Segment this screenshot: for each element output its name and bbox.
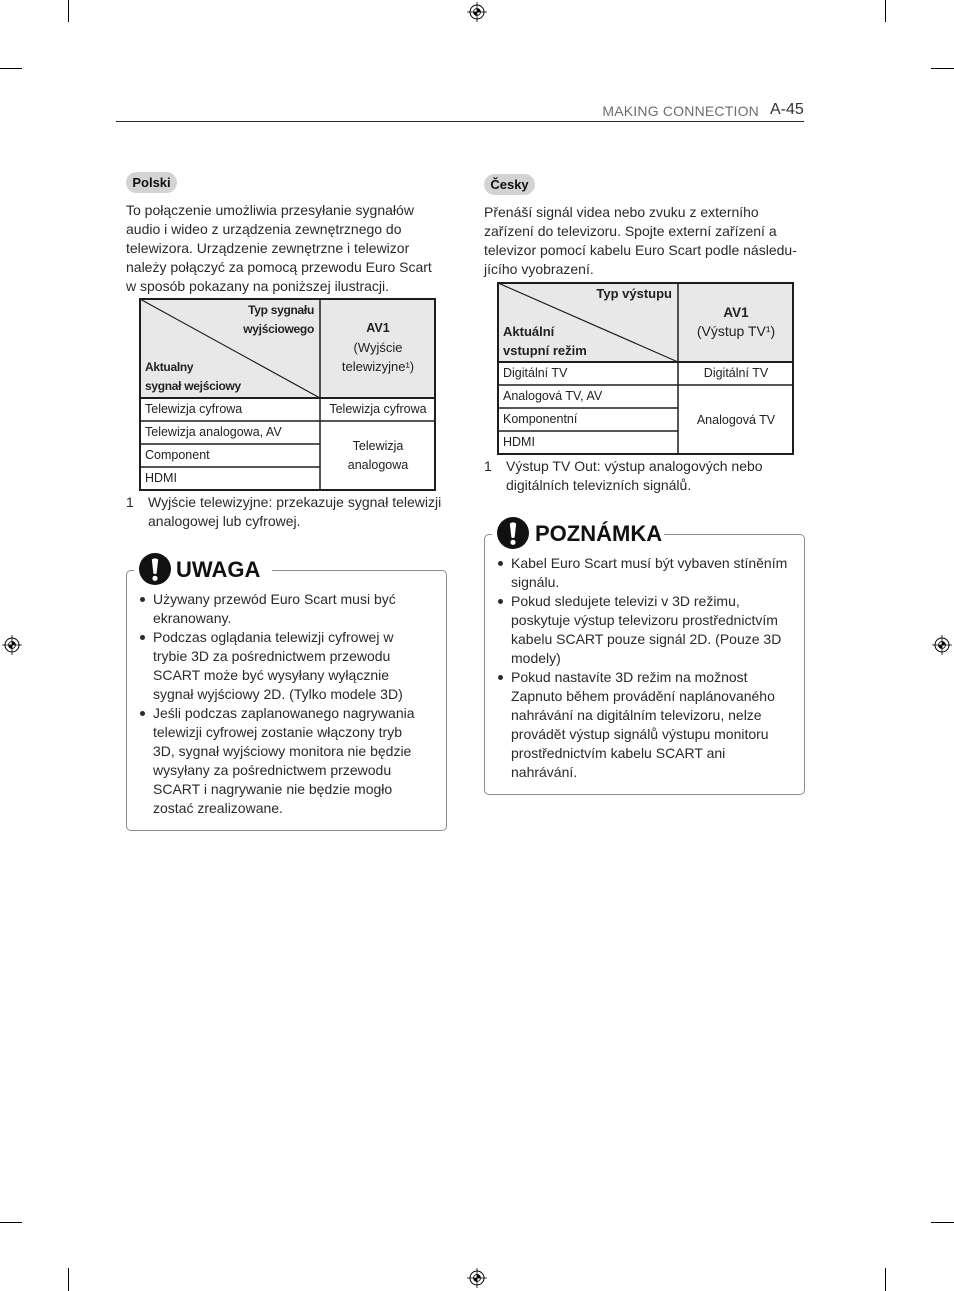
table-row-label: Analogová TV, AV	[503, 389, 603, 403]
table-column-header	[320, 319, 436, 376]
page-number: A-45	[770, 101, 804, 118]
table-corner-input-label: Aktuální vstupní režim	[503, 324, 587, 358]
registration-mark-icon	[0, 633, 24, 657]
table-output-cell: Telewizja cyfrowa	[329, 402, 427, 416]
footnote-text: Wyjście telewizyjne: przekazuje sygnał telewizji analogowej lub cyfrowej.	[148, 494, 442, 529]
crop-mark-bottom-right-horizontal	[931, 1222, 954, 1223]
crop-mark-top-left-horizontal	[0, 68, 22, 69]
table-row-label: Komponentní	[503, 412, 578, 426]
column-header-note: (Wyjście telewizyjne¹)	[341, 340, 415, 374]
intro-paragraph-polski: To połączenie umożliwia przesyłanie sygnałów audio i wideo z urządzenia zewnętrznego do telewizora. Urządzenie zewnętrzne i telewizor należy połączyć za pomocą przewodu Euro Scart w sposób pokazany na poniższej ilustracji.	[126, 202, 432, 294]
crop-mark-top-right-horizontal	[931, 68, 954, 69]
list-item: Pokud sledujete televizi v 3D režimu, poskytuje výstup televizoru prostřednictvím kabelu SCART pouze signál 2D. (Pouze 3D modely)	[497, 592, 797, 668]
registration-mark-icon	[465, 1266, 489, 1290]
list-item: Pokud nastavíte 3D režim na možnost Zapnuto během provádění naplánovaného nahrávání na digitálním televizoru, nelze provádět výstup signálů výstupu monitoru prostřednictvím kabelu SCART ani nahrávání.	[497, 668, 797, 782]
table-row-label: Digitální TV	[503, 366, 568, 380]
exclamation-icon	[497, 517, 529, 549]
footnote-marker: 1	[484, 458, 492, 474]
table-row-label: HDMI	[145, 471, 177, 485]
crop-mark-bottom-right-vertical	[885, 1268, 886, 1291]
table-column-header	[678, 303, 794, 341]
language-badge-polski: Polski	[126, 172, 177, 193]
signal-table-polski	[139, 298, 436, 491]
caution-list	[139, 590, 439, 818]
list-item: Podczas oglądania telewizji cyfrowej w trybie 3D za pośrednictwem przewodu SCART może być wysyłany wyłącznie sygnał wyjściowy 2D. (Tylko modele 3D)	[139, 628, 439, 704]
signal-table-cesky	[497, 282, 794, 455]
exclamation-icon	[139, 553, 171, 585]
intro-paragraph-cesky: Přenáší signál videa nebo zvuku z externího zařízení do televizoru. Spojte externí zařízení a televizor pomocí kabelu Euro Scart podle následu- jícího vyobrazení.	[484, 204, 797, 277]
column-header-title: AV1	[723, 305, 749, 320]
column-header-note: (Výstup TV¹)	[696, 323, 776, 339]
table-row-label: HDMI	[503, 435, 535, 449]
crop-mark-top-right-vertical	[885, 0, 886, 22]
footnote-text: Výstup TV Out: výstup analogových nebo digitálních televizních signálů.	[506, 458, 763, 493]
table-row-label: Telewizja analogowa, AV	[145, 425, 282, 439]
header-rule	[116, 121, 804, 122]
registration-mark-icon	[930, 633, 954, 657]
caution-heading	[134, 552, 272, 588]
registration-mark-icon	[465, 0, 489, 24]
table-output-cell-merged: Analogová TV	[696, 412, 776, 427]
footnote-marker: 1	[126, 494, 134, 510]
list-item: Kabel Euro Scart musí být vybaven stíněním signálu.	[497, 554, 797, 592]
table-output-cell-merged: Telewizja analogowa	[347, 439, 409, 472]
crop-mark-bottom-left-horizontal	[0, 1222, 22, 1223]
table-corner-output-label: Typ sygnału wyjściowego	[243, 303, 314, 336]
note-heading	[492, 516, 664, 552]
note-list	[497, 554, 797, 782]
column-header-title: AV1	[366, 321, 390, 335]
table-row-label: Telewizja cyfrowa	[145, 402, 243, 416]
language-badge-cesky: Česky	[484, 174, 535, 195]
note-title: POZNÁMKA	[535, 521, 663, 546]
table-corner-output-label: Typ výstupu	[596, 286, 672, 301]
crop-mark-bottom-left-vertical	[68, 1268, 69, 1291]
table-row-label: Component	[145, 448, 210, 462]
crop-mark-top-left-vertical	[68, 0, 69, 22]
table-corner-input-label: Aktualny sygnał wejściowy	[145, 360, 241, 393]
table-output-cell: Digitální TV	[703, 366, 769, 380]
caution-title: UWAGA	[176, 557, 261, 582]
running-header-section: MAKING CONNECTION	[602, 103, 759, 119]
list-item: Jeśli podczas zaplanowanego nagrywania telewizji cyfrowej zostanie włączony tryb 3D, sygnał wyjściowy monitora nie będzie wysyłany za pośrednictwem przewodu SCART i nagrywanie nie będzie mogło zostać zrealizowane.	[139, 704, 439, 818]
list-item: Używany przewód Euro Scart musi być ekranowany.	[139, 590, 439, 628]
